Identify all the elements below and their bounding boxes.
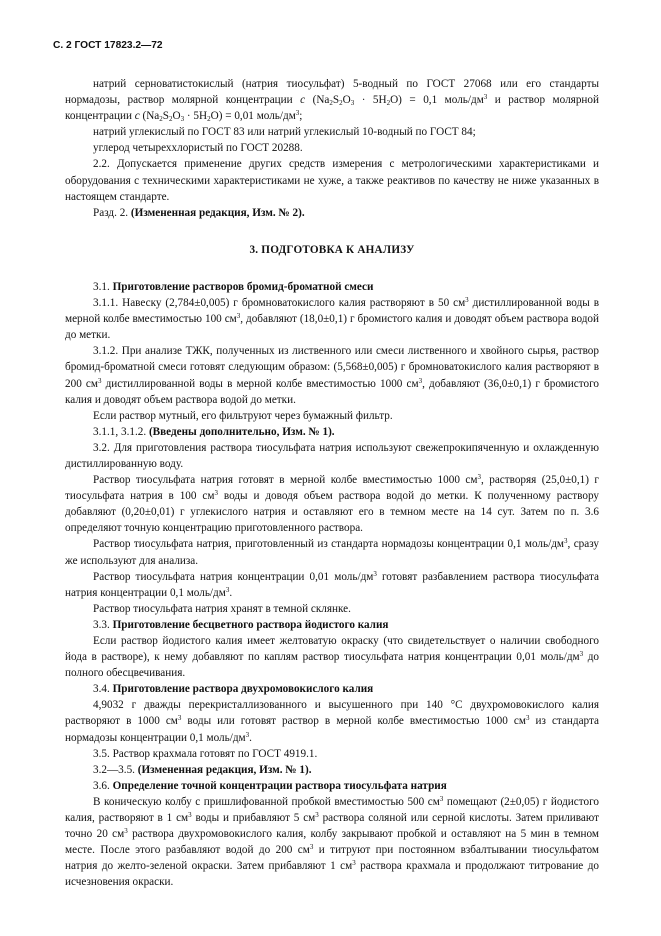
clause-3-2-preparation: Раствор тиосульфата натрия готовят в мерной колбе вместимостью 1000 $см^3$, растворяя (25,0±0,1) г тиосульфата натрия в 100 $см^3$ воды и доводя объем раствора водой до метки. К полученному раствору добавляют (0,20±0,01) г углекислого натрия и оставляют его в темном месте на 14 сут. Затем по п. 3.6 определяют точную концентрацию приготовленного раствора. bbox=[65, 473, 600, 535]
amendment-3-2-3-5: 3.2—3.5. (Измененная редакция, Изм. № 1). bbox=[93, 763, 312, 776]
clause-3-6-text: В коническую колбу с пришлифованной пробкой вместимостью 500 $см^3$ помещают (2±0,05) г йодистого калия, растворяют в 1 $см^3$ воды и прибавляют 5 $см^3$ раствора соляной или серной кислоты. Затем приливают точно 20 $см^3$ раствора двухромовокислого калия, колбу закрывают пробкой и оставляют на 5 мин в темном месте. После этого разбавляют водой до 200 $см^3$ и титруют при постоянном взбалтывании тиосульфатом натрия до желто-зеленой окраски. Затем прибавляют 1 $см^3$ раствора крахмала и продолжают титрование до исчезновения окраски. bbox=[65, 794, 599, 889]
turbid-note: Если раствор мутный, его фильтруют через бумажный фильтр. bbox=[93, 409, 393, 422]
clause-3-4-text: 4,9032 г дважды перекристаллизованного и высушенного при 140 °С двухромовокислого калия растворяют в 1000 $см^3$ воды или готовят раствор в мерной колбе вместимостью 1000 $см^3$ из стандарта нормадозы концентрации 0,1 моль/$дм^3$. bbox=[65, 699, 599, 744]
section-3-title: 3. ПОДГОТОВКА К АНАЛИЗУ bbox=[249, 243, 415, 256]
clause-2-2: 2.2. Допускается применение других средств измерения с метрологическими характеристиками и оборудования с техническими характеристиками не хуже, а также реактивов по качеству не ниже указанных в настоящем стандарте. bbox=[65, 158, 599, 203]
clause-3-2-normadose: Раствор тиосульфата натрия, приготовленный из стандарта нормадозы концентрации 0,1 моль/$дм^3$, сразу же используют для анализа. bbox=[65, 537, 599, 567]
clause-3-4: 3.4. Приготовление раствора двухромовокислого калия bbox=[93, 683, 374, 696]
amendment-3-1-1-3-1-2: 3.1.1, 3.1.2. (Введены дополнительно, Изм. № 1). bbox=[93, 425, 335, 438]
clause-3-3-text: Если раствор йодистого калия имеет желтоватую окраску (что свидетельствует о наличии свободного йода в растворе), к нему добавляют по каплям раствор тиосульфата натрия концентрации 0,01 моль/$дм^3$ до полного обесцвечивания. bbox=[65, 635, 599, 680]
clause-3-2-storage: Раствор тиосульфата натрия хранят в темной склянке. bbox=[93, 602, 351, 615]
clause-3-2-dilution: Раствор тиосульфата натрия концентрации 0,01 моль/$дм^3$ готовят разбавлением раствора тиосульфата натрия концентрации 0,1 моль/$дм^3$. bbox=[65, 569, 599, 599]
clause-3-3: 3.3. Приготовление бесцветного раствора йодистого калия bbox=[93, 618, 389, 631]
clause-3-5: 3.5. Раствор крахмала готовят по ГОСТ 4919.1. bbox=[93, 747, 318, 760]
clause-3-1-1: 3.1.1. Навеску (2,784±0,005) г бромноватокислого калия растворяют в 50 $см^3$ дистиллированной воды в мерной колбе вместимостью 100 $см^3$, добавляют (18,0±0,1) г бромистого калия и доводят объем раствора водой до метки. bbox=[65, 296, 600, 342]
amendment-section-2: Разд. 2. (Измененная редакция, Изм. № 2). bbox=[93, 206, 305, 219]
reagent-thiosulfate: натрий серноватистокислый (натрия тиосульфат) 5-водный по ГОСТ 27068 или его стандарты нормадозы, раствор молярной концентрации c $(Na_2S_2O_3 \cdot 5H_2O) = 0,1$ моль/$дм^3$ и раствор молярной концентрации c $(Na_2S_2O_3 \cdot 5H_2O) = 0,01$ моль/$дм^3$; bbox=[65, 78, 599, 124]
page-header: С. 2 ГОСТ 17823.2—72 bbox=[53, 40, 163, 51]
clause-3-1-2: 3.1.2. При анализе ТЖК, полученных из лиственного или смеси лиственного и хвойного сырья, раствор бромид-броматной смеси готовят следующим образом: (5,568±0,005) г бромноватокислого калия растворяют в 200 $см^3$ дистиллированной воды в мерной колбе вместимостью 1000 $см^3$, добавляют (36,0±0,1) г бромистого калия и доводят объем раствора водой до метки. bbox=[65, 345, 599, 406]
reagent-carbonate: натрий углекислый по ГОСТ 83 или натрий углекислый 10-водный по ГОСТ 84; bbox=[93, 126, 476, 139]
clause-3-2: 3.2. Для приготовления раствора тиосульфата натрия используют свежепрокипяченную и охлажденную дистиллированную воду. bbox=[65, 441, 599, 470]
clause-3-6: 3.6. Определение точной концентрации раствора тиосульфата натрия bbox=[93, 779, 447, 792]
clause-3-1: 3.1. Приготовление растворов бромид-броматной смеси bbox=[93, 280, 374, 293]
document-body bbox=[65, 76, 599, 891]
reagent-ccl4: углерод четыреххлористый по ГОСТ 20288. bbox=[93, 142, 303, 155]
